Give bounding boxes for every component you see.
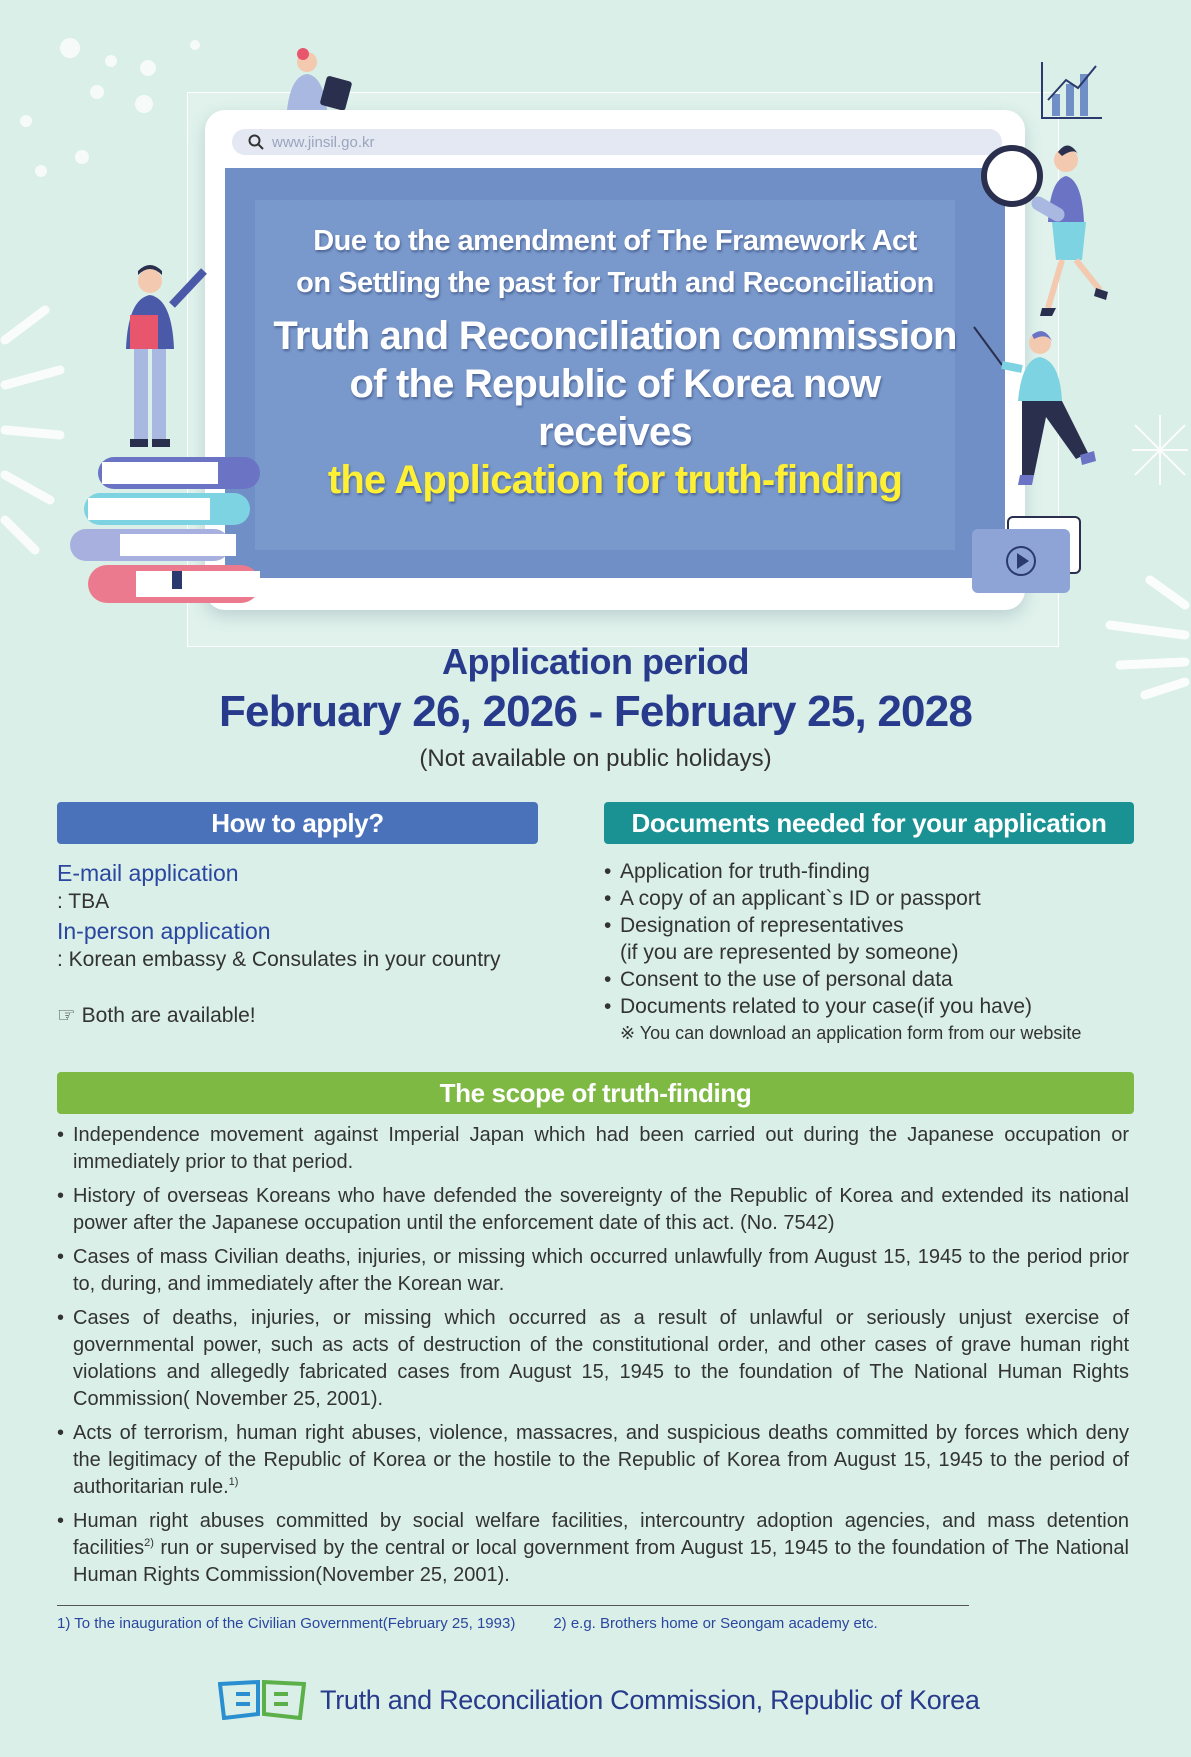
download-note: ※ You can download an application form from our website (620, 1023, 1082, 1043)
scope-item (57, 1420, 1129, 1501)
footnote-divider (57, 1605, 969, 1606)
application-period (0, 640, 1191, 776)
hero-title-line2: of the Republic of Korea now (349, 362, 881, 406)
scope-item: • Cases of mass Civilian deaths, injuries, or missing which occurred unlawfully from August 15, 1945 to the period prior to, during, and immediately after the Korean war. (57, 1244, 1129, 1298)
footnote-ref: 1) (228, 1476, 239, 1488)
footer (218, 1680, 980, 1720)
footer-text: Truth and Reconciliation Commission, Republic of Korea (320, 1684, 980, 1715)
documents-heading: Documents needed for your application (604, 802, 1134, 844)
inperson-application-value: : Korean embassy & Consulates in your country (57, 948, 501, 971)
period-label: Application period (441, 641, 749, 682)
hero-subtitle-line1: Due to the amendment of The Framework Act (313, 225, 917, 257)
hero-title-line3: receives (538, 410, 692, 454)
hero-title-line1: Truth and Reconciliation commission (273, 314, 957, 358)
both-available-text: Both are available! (81, 1004, 256, 1027)
hero-title-highlight: the Application for truth-finding (327, 458, 903, 502)
scope-item-text: run or supervised by the central or local government from August 15, 1945 to the foundation of The National Human Rights Commission(November 25, 2001). (73, 1537, 1130, 1586)
pointing-hand-icon: ☞ (57, 1004, 76, 1027)
scope-item-text: Human right abuses committed by social welfare facilities, intercountry adoption agencies, and mass detention facilities (73, 1510, 1129, 1559)
document-item: • Designation of representatives (604, 912, 1144, 939)
commission-logo-icon (218, 1680, 306, 1720)
woman-with-magnifier-illustration (978, 140, 1113, 318)
how-to-apply-heading: How to apply? (57, 802, 538, 844)
documents-list (604, 858, 1144, 1046)
scope-item: • History of overseas Koreans who have defended the sovereignty of the Republic of Korea and extended its national power after the Japanese occupation until the enforcement date of this act. (No. 7542) (57, 1183, 1129, 1237)
woman-with-pointer-illustration (972, 325, 1122, 490)
footnote-2: 2) e.g. Brothers home or Seongam academy etc. (553, 1615, 878, 1632)
url-text: www.jinsil.go.kr (272, 133, 375, 151)
footnote-1: 1) To the inauguration of the Civilian Government(February 25, 1993) (57, 1615, 516, 1632)
document-item-note: (if you are represented by someone) (620, 941, 959, 964)
inperson-application-title: In-person application (57, 918, 271, 944)
email-application-value: : TBA (57, 890, 110, 913)
scope-item (57, 1508, 1129, 1589)
period-note: (Not available on public holidays) (419, 745, 772, 772)
books-icon (68, 455, 264, 607)
hero-text (225, 168, 1005, 578)
url-bar[interactable] (232, 129, 1002, 155)
period-dates: February 26, 2026 - February 25, 2028 (218, 687, 973, 736)
scope-heading: The scope of truth-finding (57, 1072, 1134, 1114)
email-application-title: E-mail application (57, 860, 239, 886)
search-icon (248, 134, 264, 150)
man-with-book-illustration (108, 265, 208, 455)
scope-item: • Cases of deaths, injuries, or missing which occurred as a result of unlawful or seriously unjust exercise of governmental power, such as acts of destruction of the constitutional order, and other cases of grave human right violations and allegedly fabricated cases from August 15, 1945 to the foundation of The National Human Rights Commission( November 25, 2001). (57, 1305, 1129, 1413)
document-item: • Consent to the use of personal data (604, 966, 1144, 993)
chart-icon (1038, 60, 1104, 122)
how-to-apply-section (57, 858, 577, 1030)
scope-item-text: Acts of terrorism, human right abuses, violence, massacres, and suspicious deaths committed by forces which deny the legitimacy of the Republic of Korea or the hostile to the Republic of Korea from August 15, 1945 to the period of authoritarian rule. (73, 1422, 1129, 1498)
document-item: • A copy of an applicant`s ID or passport (604, 885, 1144, 912)
footnotes (57, 1614, 878, 1634)
video-play-icon (970, 515, 1082, 597)
person-with-tablet-illustration (265, 48, 365, 110)
both-available-note (57, 1002, 577, 1030)
document-item: • Documents related to your case(if you have) (604, 993, 1144, 1020)
scope-item: • Independence movement against Imperial Japan which had been carried out during the Japanese occupation or immediately prior to that period. (57, 1122, 1129, 1176)
footnote-ref: 2) (144, 1537, 154, 1549)
document-item: • Application for truth-finding (604, 858, 1144, 885)
hero-subtitle-line2: on Settling the past for Truth and Reconciliation (296, 267, 934, 299)
scope-list (57, 1122, 1129, 1596)
